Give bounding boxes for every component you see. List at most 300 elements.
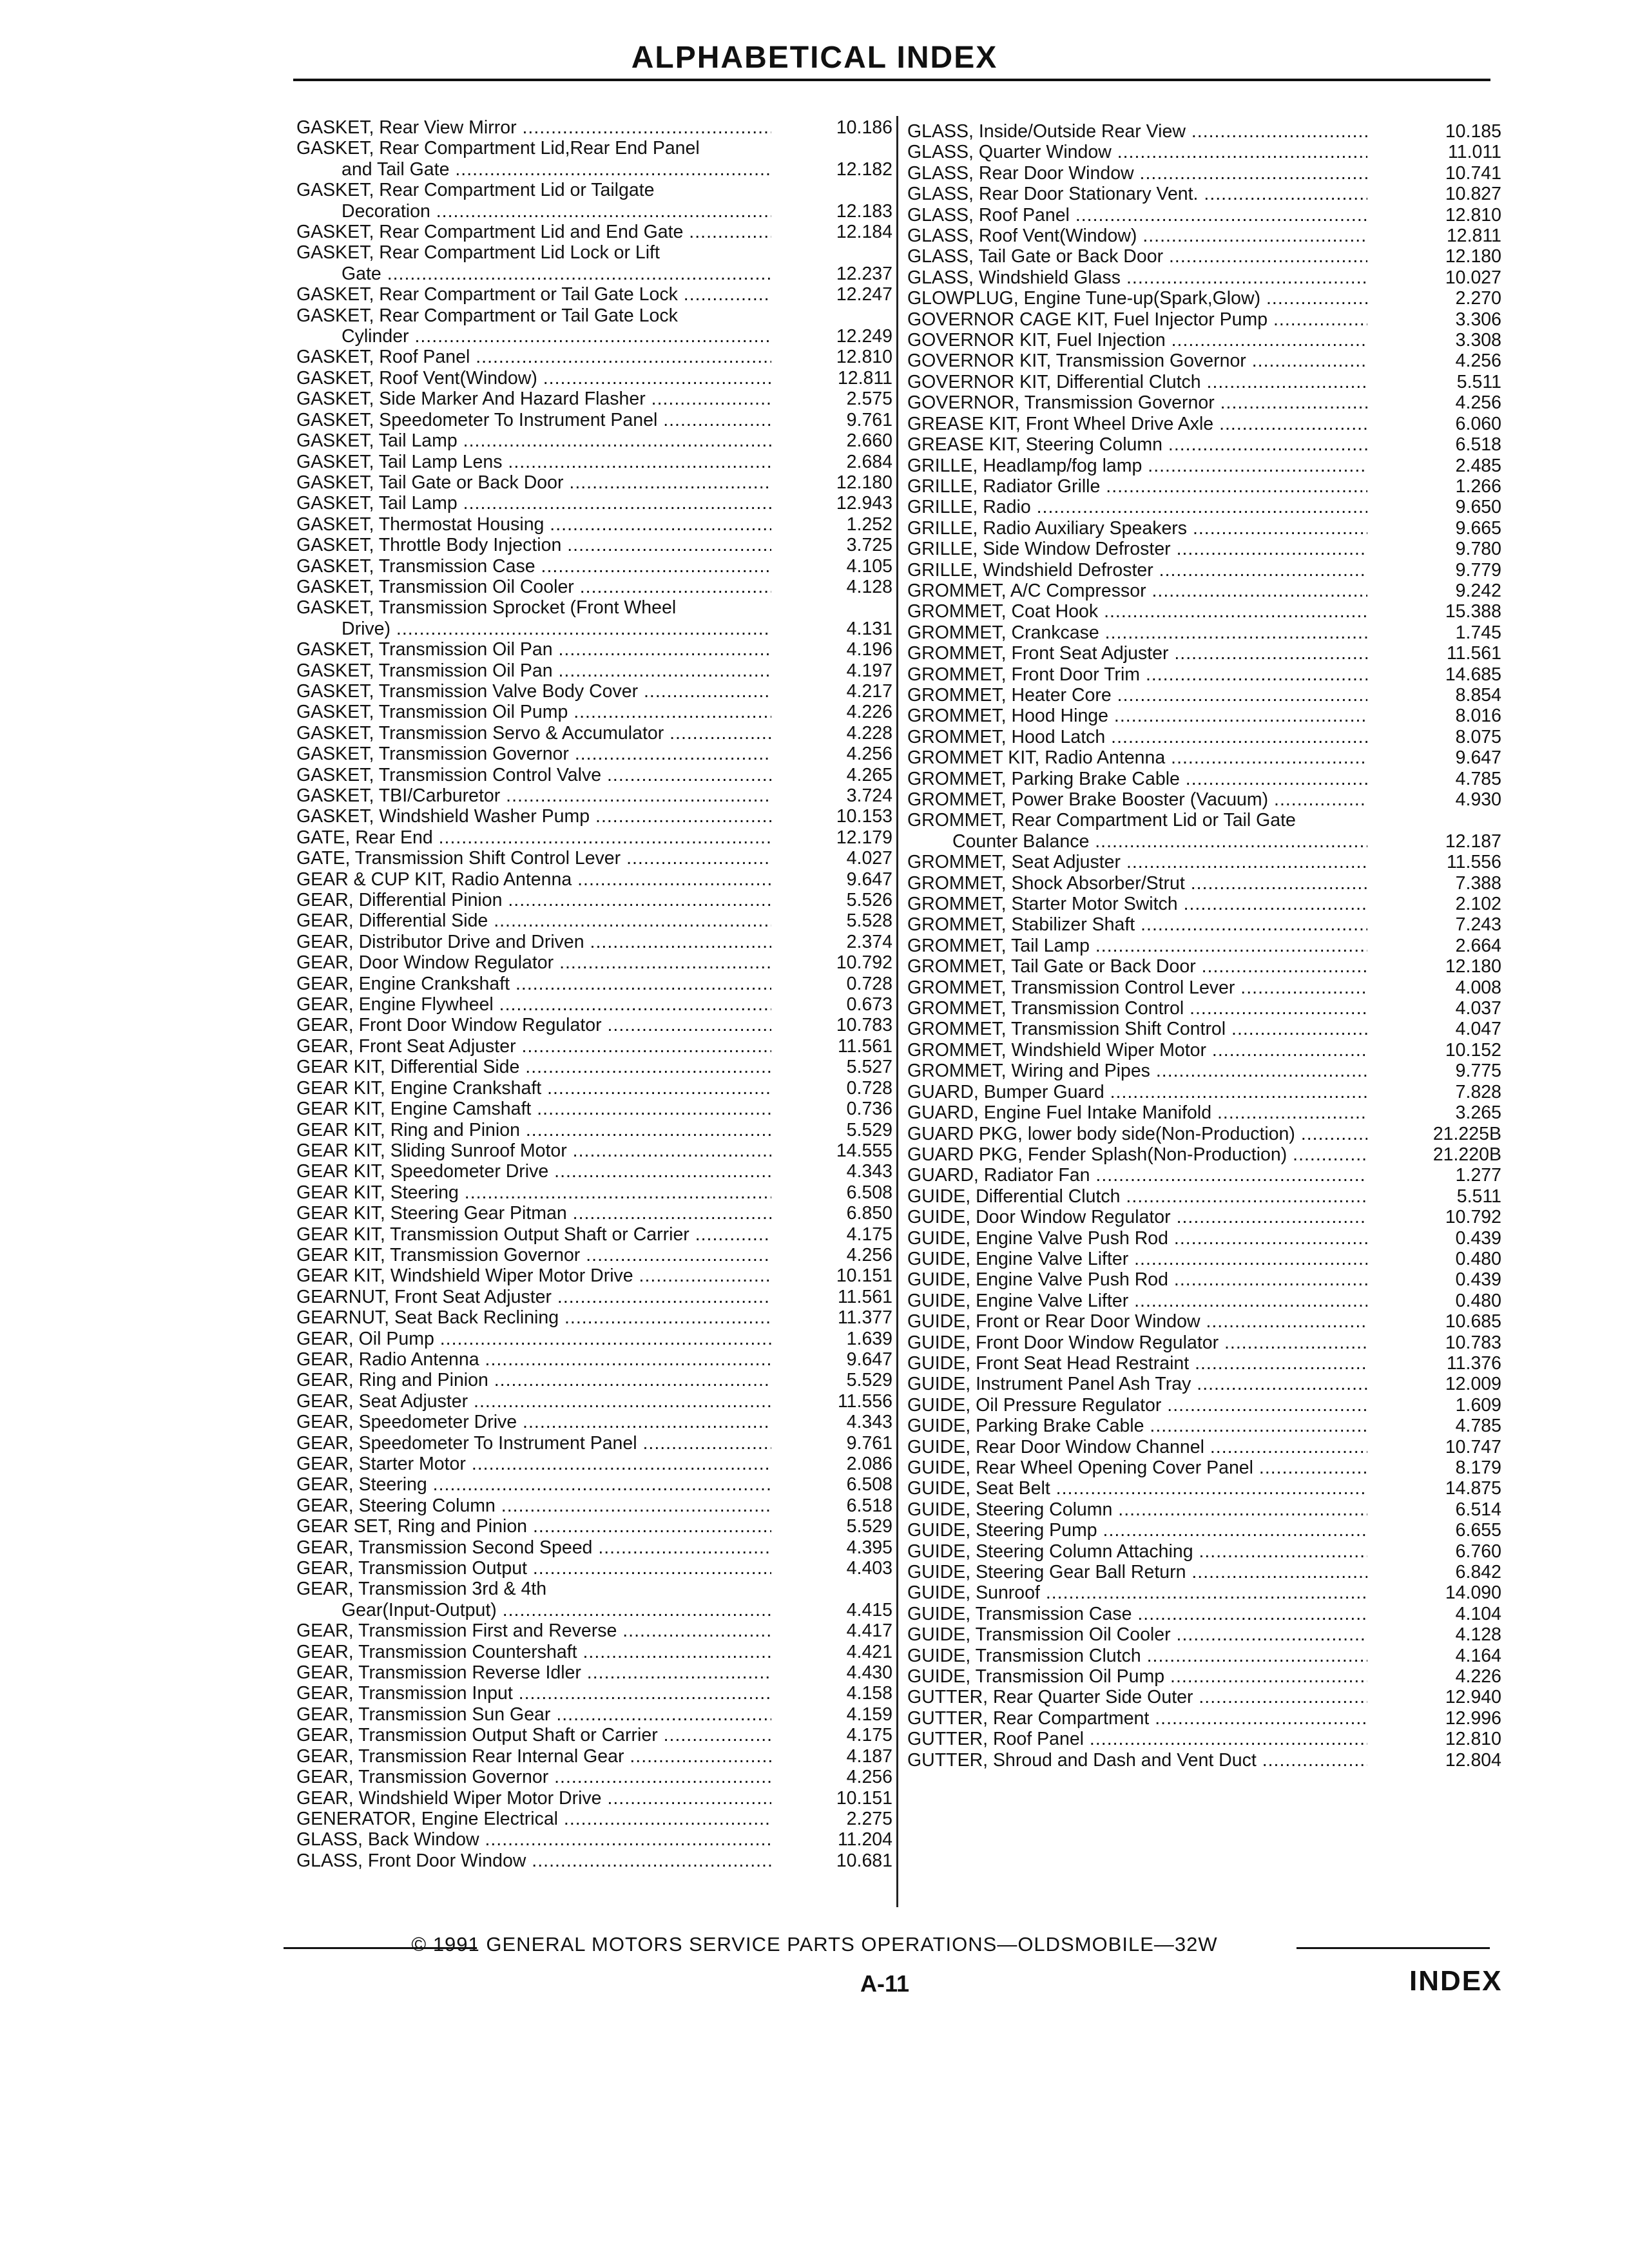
- entry-page-ref: 4.256: [1455, 351, 1501, 372]
- index-entry: [907, 1228, 1501, 1249]
- entry-label: GUIDE, Seat Belt .....: [907, 1478, 1367, 1499]
- index-entry: [296, 1725, 892, 1745]
- entry-label: GROMMET, Hood Latch .....: [907, 727, 1367, 747]
- entry-label: GROMMET, Seat Adjuster .....: [907, 852, 1367, 872]
- index-column-right: [907, 121, 1501, 1771]
- entry-page-ref: 9.761: [846, 1432, 892, 1454]
- entry-label: GASKET, Transmission Oil Pan .....: [296, 660, 771, 681]
- index-entry: [296, 660, 892, 681]
- index-entry: [907, 1687, 1501, 1707]
- entry-label: GUIDE, Rear Door Window Channel .....: [907, 1437, 1367, 1457]
- index-entry: [907, 727, 1501, 747]
- footer-rule-right: [1296, 1947, 1490, 1949]
- entry-page-ref: 4.187: [846, 1745, 892, 1767]
- index-entry: [296, 1307, 892, 1328]
- entry-page-ref: 4.256: [846, 1767, 892, 1788]
- index-entry: [296, 1454, 892, 1474]
- index-entry: [296, 1809, 892, 1829]
- entry-page-ref: 12.180: [836, 472, 892, 493]
- entry-label: GOVERNOR CAGE KIT, Fuel Injector Pump .....: [907, 309, 1367, 330]
- entry-label-line: GROMMET, Rear Compartment Lid or Tail Gate: [907, 810, 1296, 831]
- index-entry: [296, 932, 892, 952]
- entry-label: GATE, Rear End .....: [296, 827, 771, 848]
- section-label: INDEX: [1409, 1965, 1503, 1997]
- entry-page-ref: 10.151: [836, 1265, 892, 1287]
- index-entry: [907, 330, 1501, 351]
- index-entry: [296, 597, 892, 639]
- entry-page-ref: 4.008: [1455, 977, 1501, 998]
- entry-page-ref: 9.647: [1455, 747, 1501, 769]
- entry-page-ref: 10.685: [1445, 1311, 1501, 1332]
- entry-label: GEAR KIT, Transmission Output Shaft or Carrier .....: [296, 1224, 771, 1245]
- index-entry: [907, 1332, 1501, 1353]
- entry-label-line: GASKET, Rear Compartment or Tail Gate Lock: [296, 305, 678, 326]
- entry-label: GROMMET KIT, Radio Antenna .....: [907, 747, 1367, 768]
- index-entry: [296, 994, 892, 1015]
- entry-label: GROMMET, Starter Motor Switch .....: [907, 894, 1367, 914]
- entry-page-ref: 4.164: [1455, 1645, 1501, 1666]
- entry-label: GROMMET, Parking Brake Cable .....: [907, 769, 1367, 789]
- index-entry: [296, 556, 892, 577]
- index-entry: [296, 974, 892, 994]
- entry-label: GEAR, Transmission Governor .....: [296, 1767, 771, 1787]
- entry-page-ref: 1.745: [1455, 622, 1501, 643]
- entry-label: GLASS, Quarter Window .....: [907, 142, 1367, 162]
- entry-page-ref: 10.747: [1445, 1436, 1501, 1457]
- entry-page-ref: 4.175: [846, 1224, 892, 1245]
- entry-label: GEAR, Distributor Drive and Driven .....: [296, 932, 771, 952]
- index-entry: [296, 1370, 892, 1390]
- entry-label: GUIDE, Engine Valve Push Rod .....: [907, 1269, 1367, 1290]
- index-entry: [296, 1203, 892, 1224]
- entry-page-ref: 1.639: [846, 1328, 892, 1349]
- entry-page-ref: 21.220B: [1432, 1144, 1501, 1165]
- entry-page-ref: 4.226: [1455, 1666, 1501, 1687]
- index-entry: [907, 1646, 1501, 1666]
- entry-page-ref: 9.780: [1455, 539, 1501, 560]
- index-entry: [296, 639, 892, 660]
- entry-label: Counter Balance .....: [907, 831, 1367, 852]
- entry-page-ref: 6.514: [1455, 1499, 1501, 1520]
- entry-page-ref: 2.374: [846, 931, 892, 952]
- index-entry: [296, 180, 892, 222]
- entry-page-ref: 4.226: [846, 702, 892, 723]
- index-entry: [907, 288, 1501, 309]
- entry-label: GUTTER, Rear Compartment .....: [907, 1708, 1367, 1729]
- entry-label: GEAR KIT, Engine Camshaft .....: [296, 1099, 771, 1119]
- entry-label: GROMMET, Windshield Wiper Motor .....: [907, 1040, 1367, 1061]
- entry-label: GRILLE, Radiator Grille .....: [907, 476, 1367, 497]
- entry-label: GUIDE, Front Seat Head Restraint .....: [907, 1353, 1367, 1374]
- index-entry: [296, 472, 892, 493]
- index-entry: [296, 1516, 892, 1537]
- entry-page-ref: 9.647: [846, 1349, 892, 1370]
- entry-page-ref: 12.943: [836, 493, 892, 514]
- index-entry: [907, 226, 1501, 246]
- index-entry: [907, 497, 1501, 517]
- index-entry: [907, 789, 1501, 810]
- entry-page-ref: 12.180: [1445, 246, 1501, 267]
- entry-label: GUIDE, Transmission Clutch .....: [907, 1646, 1367, 1666]
- index-entry: [907, 914, 1501, 935]
- entry-page-ref: 8.075: [1455, 726, 1501, 747]
- index-entry: [907, 601, 1501, 622]
- entry-label: GUIDE, Transmission Case .....: [907, 1604, 1367, 1624]
- entry-page-ref: 10.792: [1445, 1207, 1501, 1228]
- entry-page-ref: 5.526: [846, 890, 892, 911]
- index-entry: [296, 305, 892, 347]
- entry-label: GASKET, Tail Gate or Back Door .....: [296, 472, 771, 493]
- index-entry: [296, 765, 892, 785]
- index-entry: [907, 1291, 1501, 1311]
- entry-page-ref: 5.528: [846, 910, 892, 932]
- entry-page-ref: 5.529: [846, 1516, 892, 1537]
- index-entry: [296, 1620, 892, 1641]
- index-entry: [907, 309, 1501, 330]
- entry-page-ref: 4.415: [846, 1599, 892, 1620]
- index-entry: [296, 577, 892, 597]
- index-entry: [296, 1767, 892, 1787]
- index-entry: [907, 1478, 1501, 1499]
- entry-page-ref: 6.850: [846, 1203, 892, 1224]
- entry-page-ref: 11.561: [1446, 643, 1501, 664]
- index-entry: [907, 456, 1501, 476]
- entry-label: GUIDE, Engine Valve Push Rod .....: [907, 1228, 1367, 1249]
- entry-label: GASKET, Speedometer To Instrument Panel .....: [296, 410, 771, 430]
- entry-label-line: GASKET, Rear Compartment Lid or Tailgate: [296, 180, 655, 201]
- entry-page-ref: 9.779: [1455, 559, 1501, 581]
- entry-page-ref: 12.996: [1445, 1707, 1501, 1729]
- entry-label: GROMMET, Transmission Control .....: [907, 998, 1367, 1019]
- entry-label: GEAR & CUP KIT, Radio Antenna .....: [296, 869, 771, 890]
- entry-page-ref: 0.480: [1455, 1248, 1501, 1269]
- index-entry: [907, 685, 1501, 706]
- entry-label: GENERATOR, Engine Electrical .....: [296, 1809, 771, 1829]
- index-entry: [296, 1662, 892, 1683]
- entry-label: GLASS, Inside/Outside Rear View .....: [907, 121, 1367, 142]
- index-entry: [296, 410, 892, 430]
- index-entry: [296, 1224, 892, 1245]
- entry-page-ref: 12.804: [1445, 1749, 1501, 1771]
- index-entry: [907, 1019, 1501, 1039]
- entry-label: GOVERNOR KIT, Differential Clutch .....: [907, 372, 1367, 392]
- entry-page-ref: 12.249: [836, 326, 892, 347]
- index-entry: [296, 681, 892, 702]
- index-entry: [907, 1207, 1501, 1227]
- entry-label: GEAR KIT, Ring and Pinion .....: [296, 1120, 771, 1140]
- index-entry: [296, 1078, 892, 1099]
- entry-label: GEAR, Steering Column .....: [296, 1495, 771, 1516]
- entry-label: GEARNUT, Front Seat Adjuster .....: [296, 1287, 771, 1307]
- index-entry: [296, 1349, 892, 1370]
- entry-label: GASKET, Transmission Oil Cooler .....: [296, 577, 771, 597]
- entry-label: GEAR KIT, Speedometer Drive .....: [296, 1161, 771, 1182]
- index-entry: [907, 1061, 1501, 1081]
- index-entry: [907, 1124, 1501, 1144]
- entry-label: GUARD, Engine Fuel Intake Manifold .....: [907, 1102, 1367, 1123]
- entry-page-ref: 5.529: [846, 1370, 892, 1391]
- entry-label: Gear(Input-Output) .....: [296, 1600, 771, 1620]
- entry-page-ref: 4.785: [1455, 768, 1501, 789]
- entry-label: GLASS, Front Door Window .....: [296, 1850, 771, 1871]
- index-entry: [907, 1520, 1501, 1541]
- index-entry: [296, 222, 892, 242]
- entry-page-ref: 0.439: [1455, 1227, 1501, 1249]
- entry-label: GUIDE, Transmission Oil Pump .....: [907, 1666, 1367, 1687]
- entry-label: GEAR, Engine Crankshaft .....: [296, 974, 771, 994]
- index-entry: [296, 1057, 892, 1077]
- index-entry: [296, 723, 892, 744]
- entry-label: Drive) .....: [296, 619, 771, 639]
- index-entry: [296, 1558, 892, 1579]
- entry-page-ref: 4.175: [846, 1725, 892, 1746]
- entry-page-ref: 7.243: [1455, 914, 1501, 936]
- entry-page-ref: 9.647: [846, 869, 892, 890]
- entry-label: GEAR, Speedometer To Instrument Panel .....: [296, 1433, 771, 1454]
- entry-label: GEAR, Seat Adjuster .....: [296, 1391, 771, 1412]
- index-entry: [296, 1329, 892, 1349]
- entry-page-ref: 4.256: [846, 744, 892, 765]
- index-entry: [907, 873, 1501, 894]
- entry-label: GLASS, Rear Door Stationary Vent. .....: [907, 184, 1367, 204]
- index-entry: [296, 1746, 892, 1767]
- index-entry: [907, 1374, 1501, 1394]
- entry-page-ref: 12.180: [1445, 956, 1501, 977]
- entry-page-ref: 10.152: [1445, 1039, 1501, 1061]
- entry-page-ref: 3.306: [1455, 309, 1501, 330]
- entry-page-ref: 6.518: [1455, 434, 1501, 456]
- entry-page-ref: 9.665: [1455, 517, 1501, 539]
- entry-page-ref: 12.187: [1445, 831, 1501, 852]
- entry-page-ref: 4.128: [1455, 1624, 1501, 1646]
- index-entry: [907, 769, 1501, 789]
- index-entry: [296, 1537, 892, 1558]
- entry-label-line: GASKET, Rear Compartment Lid Lock or Lift: [296, 242, 660, 264]
- index-entry: [296, 1287, 892, 1307]
- entry-label: GUARD, Radiator Fan .....: [907, 1165, 1367, 1186]
- entry-label: GUIDE, Door Window Regulator .....: [907, 1207, 1367, 1227]
- entry-label: Cylinder .....: [296, 326, 771, 347]
- index-entry: [907, 1562, 1501, 1582]
- index-entry: [296, 138, 892, 180]
- entry-page-ref: 10.741: [1445, 162, 1501, 184]
- entry-label: GROMMET, Heater Core .....: [907, 685, 1367, 706]
- entry-label: GEAR, Transmission Output .....: [296, 1558, 771, 1579]
- entry-label: GUTTER, Roof Panel .....: [907, 1729, 1367, 1749]
- index-entry: [296, 368, 892, 389]
- index-entry: [296, 702, 892, 722]
- entry-label: GASKET, Side Marker And Hazard Flasher .....: [296, 389, 771, 409]
- entry-label: GREASE KIT, Steering Column .....: [907, 434, 1367, 455]
- index-entry: [296, 452, 892, 472]
- entry-label: GASKET, Transmission Servo & Accumulator .....: [296, 723, 771, 744]
- entry-label: GASKET, Transmission Governor .....: [296, 744, 771, 764]
- entry-page-ref: 4.785: [1455, 1416, 1501, 1437]
- index-entry: [296, 869, 892, 890]
- entry-label: GUIDE, Sunroof .....: [907, 1582, 1367, 1603]
- entry-page-ref: 2.086: [846, 1454, 892, 1474]
- entry-label: GEAR SET, Ring and Pinion .....: [296, 1516, 771, 1537]
- index-entry: [907, 1144, 1501, 1165]
- entry-page-ref: 12.184: [836, 222, 892, 243]
- entry-label: GUARD, Bumper Guard .....: [907, 1082, 1367, 1102]
- entry-label-line: GASKET, Transmission Sprocket (Front Wheel: [296, 597, 677, 619]
- entry-label: GEAR, Transmission Second Speed .....: [296, 1537, 771, 1558]
- entry-page-ref: 4.104: [1455, 1603, 1501, 1624]
- entry-label: GLASS, Roof Vent(Window) .....: [907, 226, 1367, 246]
- index-entry: [296, 744, 892, 764]
- entry-page-ref: 4.343: [846, 1161, 892, 1182]
- index-entry: [907, 956, 1501, 977]
- entry-page-ref: 4.197: [846, 660, 892, 681]
- column-divider: [896, 116, 898, 1907]
- index-entry: [296, 242, 892, 284]
- index-entry: [296, 347, 892, 367]
- entry-label: GUIDE, Steering Column Attaching .....: [907, 1541, 1367, 1562]
- entry-page-ref: 4.228: [846, 722, 892, 744]
- index-entry: [296, 1015, 892, 1035]
- index-entry: [907, 476, 1501, 497]
- index-entry: [907, 1040, 1501, 1061]
- index-entry: [296, 535, 892, 555]
- entry-label: GASKET, Rear View Mirror .....: [296, 117, 771, 138]
- index-entry: [296, 806, 892, 827]
- entry-label: GASKET, Tail Lamp .....: [296, 430, 771, 451]
- entry-label: GROMMET, A/C Compressor .....: [907, 581, 1367, 601]
- index-entry: [296, 1683, 892, 1704]
- entry-page-ref: 4.256: [846, 1244, 892, 1265]
- entry-page-ref: 4.196: [846, 639, 892, 660]
- index-entry: [296, 1120, 892, 1140]
- index-entry: [296, 284, 892, 305]
- entry-page-ref: 9.242: [1455, 580, 1501, 601]
- index-entry: [296, 1245, 892, 1265]
- entry-page-ref: 4.037: [1455, 998, 1501, 1019]
- entry-page-ref: 4.343: [846, 1412, 892, 1433]
- entry-page-ref: 14.090: [1445, 1582, 1501, 1604]
- index-entry: [296, 430, 892, 451]
- entry-page-ref: 4.417: [846, 1620, 892, 1642]
- entry-label: Gate .....: [296, 264, 771, 284]
- entry-label: GEAR, Starter Motor .....: [296, 1454, 771, 1474]
- index-entry: [296, 827, 892, 848]
- index-entry: [907, 163, 1501, 184]
- entry-page-ref: 12.247: [836, 284, 892, 305]
- entry-label: GOVERNOR KIT, Fuel Injection .....: [907, 330, 1367, 351]
- entry-page-ref: 12.179: [836, 827, 892, 848]
- entry-page-ref: 0.728: [846, 973, 892, 994]
- entry-label-line: GEAR, Transmission 3rd & 4th: [296, 1579, 547, 1600]
- entry-label: GROMMET, Coat Hook .....: [907, 601, 1367, 622]
- index-entry: [907, 643, 1501, 664]
- index-entry: [296, 1265, 892, 1286]
- index-entry: [296, 1036, 892, 1057]
- entry-label: GEAR KIT, Steering .....: [296, 1182, 771, 1203]
- entry-label: GASKET, Tail Lamp .....: [296, 493, 771, 514]
- entry-page-ref: 4.421: [846, 1641, 892, 1662]
- entry-page-ref: 11.377: [837, 1307, 892, 1329]
- entry-label: GUIDE, Engine Valve Lifter .....: [907, 1291, 1367, 1311]
- entry-page-ref: 0.673: [846, 994, 892, 1015]
- entry-page-ref: 7.388: [1455, 872, 1501, 894]
- entry-label: GASKET, Transmission Case .....: [296, 556, 771, 577]
- entry-page-ref: 14.555: [836, 1140, 892, 1161]
- entry-label: GEAR, Radio Antenna .....: [296, 1349, 771, 1370]
- entry-label: GROMMET, Tail Lamp .....: [907, 936, 1367, 956]
- index-entry: [907, 518, 1501, 539]
- entry-label: GUIDE, Transmission Oil Cooler .....: [907, 1624, 1367, 1645]
- entry-page-ref: 2.660: [846, 430, 892, 452]
- entry-page-ref: 11.556: [837, 1390, 892, 1412]
- entry-page-ref: 6.508: [846, 1474, 892, 1495]
- entry-page-ref: 2.270: [1455, 288, 1501, 309]
- entry-page-ref: 5.511: [1456, 371, 1501, 392]
- entry-page-ref: 3.308: [1455, 330, 1501, 351]
- index-entry: [907, 121, 1501, 142]
- page-number: A-11: [860, 1970, 910, 1997]
- entry-label: GASKET, Thermostat Housing .....: [296, 514, 771, 535]
- entry-page-ref: 11.561: [837, 1035, 892, 1057]
- entry-label: GUARD PKG, lower body side(Non-Production) .....: [907, 1124, 1367, 1144]
- entry-label: GRILLE, Radio .....: [907, 497, 1367, 517]
- entry-page-ref: 4.430: [846, 1662, 892, 1684]
- index-entry: [296, 785, 892, 806]
- entry-page-ref: 0.728: [846, 1077, 892, 1099]
- entry-page-ref: 5.527: [846, 1057, 892, 1078]
- entry-page-ref: 4.105: [846, 555, 892, 577]
- entry-page-ref: 1.277: [1455, 1165, 1501, 1186]
- entry-page-ref: 1.609: [1455, 1394, 1501, 1416]
- index-entry: [296, 848, 892, 869]
- index-entry: [296, 1850, 892, 1871]
- entry-label: GRILLE, Radio Auxiliary Speakers .....: [907, 518, 1367, 539]
- entry-page-ref: 3.265: [1455, 1102, 1501, 1124]
- entry-label: GUIDE, Engine Valve Lifter .....: [907, 1249, 1367, 1269]
- entry-page-ref: 12.810: [1445, 1729, 1501, 1750]
- entry-label: GEAR, Transmission Sun Gear .....: [296, 1704, 771, 1725]
- entry-label: GLASS, Windshield Glass .....: [907, 267, 1367, 288]
- entry-page-ref: 10.185: [1445, 121, 1501, 142]
- entry-page-ref: 8.179: [1455, 1457, 1501, 1478]
- entry-page-ref: 9.650: [1455, 497, 1501, 518]
- entry-label-line: GASKET, Rear Compartment Lid,Rear End Panel: [296, 138, 700, 159]
- entry-page-ref: 6.655: [1455, 1520, 1501, 1541]
- entry-label: GEAR, Differential Side .....: [296, 910, 771, 931]
- entry-page-ref: 11.556: [1446, 852, 1501, 873]
- index-entry: [296, 952, 892, 973]
- entry-page-ref: 10.783: [836, 1015, 892, 1036]
- entry-label: GEAR KIT, Engine Crankshaft .....: [296, 1078, 771, 1099]
- index-entry: [907, 581, 1501, 601]
- entry-label: GUIDE, Parking Brake Cable .....: [907, 1416, 1367, 1436]
- index-entry: [907, 664, 1501, 685]
- entry-page-ref: 10.186: [836, 117, 892, 138]
- index-entry: [907, 1624, 1501, 1645]
- index-entry: [296, 1579, 892, 1620]
- entry-label: GEAR, Ring and Pinion .....: [296, 1370, 771, 1390]
- entry-label: GASKET, Roof Vent(Window) .....: [296, 368, 771, 389]
- entry-label: GEARNUT, Seat Back Reclining .....: [296, 1307, 771, 1328]
- index-entry: [907, 1311, 1501, 1332]
- index-entry: [907, 1750, 1501, 1771]
- entry-page-ref: 14.685: [1445, 664, 1501, 685]
- entry-label: GOVERNOR, Transmission Governor .....: [907, 392, 1367, 413]
- entry-page-ref: 6.842: [1455, 1562, 1501, 1583]
- entry-label: GASKET, TBI/Carburetor .....: [296, 785, 771, 806]
- entry-page-ref: 12.810: [836, 347, 892, 368]
- entry-label: GUIDE, Steering Gear Ball Return .....: [907, 1562, 1367, 1582]
- entry-page-ref: 10.027: [1445, 267, 1501, 288]
